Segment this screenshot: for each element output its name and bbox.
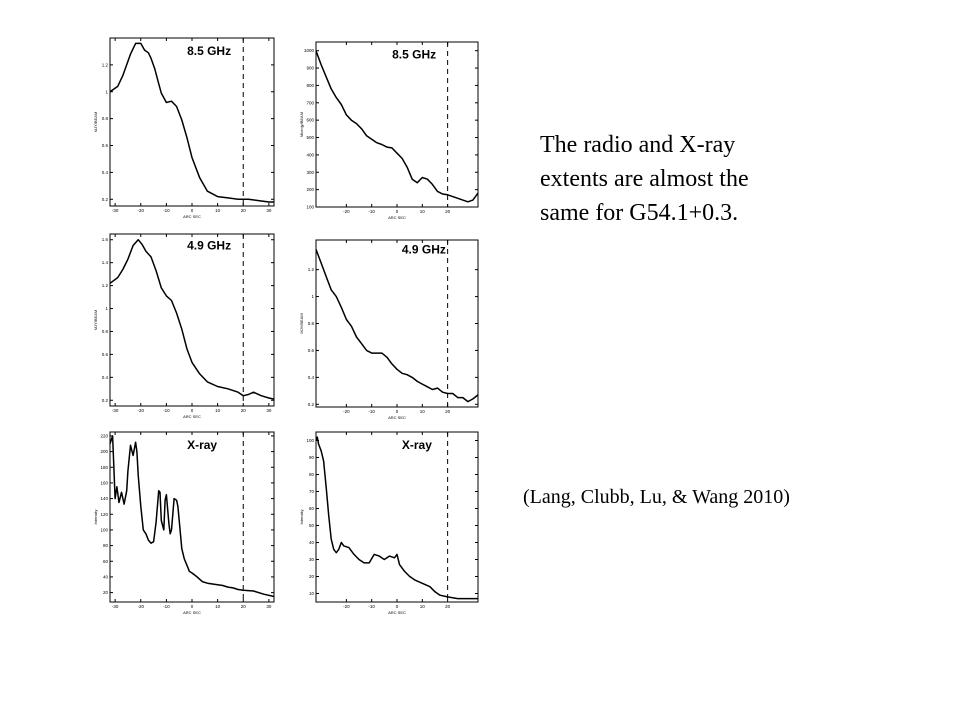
y-tick-label: 0.2 xyxy=(101,397,108,403)
x-tick-label: -20 xyxy=(343,604,350,609)
x-tick-label: -20 xyxy=(137,408,145,413)
plot-frame xyxy=(316,432,478,602)
note-text xyxy=(540,128,840,230)
x-tick-label: 10 xyxy=(215,604,221,609)
y-tick-label: 1.2 xyxy=(101,62,108,68)
panel-title: X-ray xyxy=(187,438,218,452)
y-tick-label: 0.8 xyxy=(307,321,314,326)
series-line xyxy=(316,249,478,401)
y-tick-label: 300 xyxy=(306,169,314,175)
x-tick-label: -20 xyxy=(343,409,350,414)
x-tick-label: 30 xyxy=(266,208,272,213)
y-tick-label: 20 xyxy=(308,574,314,579)
y-tick-label: 70 xyxy=(308,489,314,494)
citation: (Lang, Clubb, Lu, & Wang 2010) xyxy=(523,486,790,508)
y-tick-label: 0.2 xyxy=(101,196,108,202)
x-tick-label: 0 xyxy=(190,604,194,609)
y-tick-label: 200 xyxy=(100,449,108,455)
x-axis-label: ARC SEC xyxy=(183,414,201,419)
y-tick-label: 90 xyxy=(308,455,314,460)
y-axis-label: Intensity xyxy=(93,509,98,525)
x-tick-label: 0 xyxy=(395,409,399,414)
x-tick-label: -30 xyxy=(111,604,119,609)
plot-frame xyxy=(316,42,478,207)
x-tick-label: -10 xyxy=(368,209,375,214)
note-line-2: extents are almost the xyxy=(540,166,749,192)
y-tick-label: 900 xyxy=(306,65,314,71)
y-tick-label: 200 xyxy=(306,187,314,193)
x-tick-label: 0 xyxy=(395,604,399,609)
series-line xyxy=(316,437,478,598)
chart-panel-3 xyxy=(93,230,286,420)
x-tick-label: -10 xyxy=(368,409,375,414)
y-tick-label: 0.4 xyxy=(101,374,108,380)
y-tick-label: 100 xyxy=(100,527,108,533)
panel-title: 4.9 GHz xyxy=(187,238,232,253)
x-tick-label: 20 xyxy=(445,409,451,414)
series-line xyxy=(316,51,478,202)
x-tick-label: 0 xyxy=(395,209,399,214)
x-tick-label: -10 xyxy=(368,604,375,609)
series-line xyxy=(110,240,274,399)
y-tick-label: 60 xyxy=(102,558,108,564)
panel-title: X-ray xyxy=(401,438,432,452)
y-axis-label: MJY/BEAM xyxy=(299,313,304,334)
y-tick-label: 100 xyxy=(306,204,314,210)
y-tick-label: 140 xyxy=(100,496,108,502)
note-line-3: same for G54.1+0.3. xyxy=(540,200,739,226)
x-tick-label: 10 xyxy=(419,409,425,414)
y-tick-label: 20 xyxy=(102,590,108,596)
y-axis-label: Microjy/BEAM xyxy=(299,111,304,138)
plot-frame xyxy=(110,432,274,602)
x-tick-label: -30 xyxy=(111,208,119,213)
x-tick-label: -20 xyxy=(137,208,145,213)
x-tick-label: -10 xyxy=(163,408,170,413)
y-tick-label: 30 xyxy=(308,557,314,562)
x-tick-label: 20 xyxy=(445,209,451,214)
y-tick-label: 600 xyxy=(306,117,314,123)
x-axis-label: ARC SEC xyxy=(388,610,406,615)
panel-title: 4.9 GHz xyxy=(401,242,446,257)
y-tick-label: 180 xyxy=(100,464,108,470)
y-tick-label: 40 xyxy=(308,540,314,545)
chart-panel-1 xyxy=(93,32,286,222)
y-tick-label: 0.4 xyxy=(307,374,314,380)
x-tick-label: 20 xyxy=(240,408,246,413)
y-tick-label: 1 xyxy=(105,306,108,312)
y-tick-label: 0.6 xyxy=(307,347,314,353)
x-tick-label: 10 xyxy=(419,209,425,214)
y-tick-label: 1.2 xyxy=(101,283,108,289)
series-line xyxy=(110,436,274,597)
y-tick-label: 1.4 xyxy=(101,260,108,266)
y-tick-label: 40 xyxy=(102,574,108,580)
plot-frame xyxy=(316,240,478,407)
chart-panel-6 xyxy=(294,428,484,620)
y-axis-label: Intensity xyxy=(299,509,304,525)
x-axis-label: ARC SEC xyxy=(183,214,201,219)
panel-title: 8.5 GHz xyxy=(187,43,232,58)
x-tick-label: -10 xyxy=(163,208,170,213)
x-tick-label: 30 xyxy=(266,408,272,413)
y-tick-label: 0.8 xyxy=(101,116,108,122)
y-tick-label: 220 xyxy=(100,433,108,439)
y-tick-label: 800 xyxy=(306,82,314,88)
plot-frame xyxy=(110,234,274,406)
x-tick-label: 10 xyxy=(215,208,221,213)
x-axis-label: ARC SEC xyxy=(388,215,406,220)
y-axis-label: MJY/BEAM xyxy=(93,309,98,331)
y-tick-label: 120 xyxy=(100,511,108,517)
x-tick-label: 0 xyxy=(190,208,194,213)
y-tick-label: 1000 xyxy=(303,48,314,54)
x-tick-label: -20 xyxy=(137,604,145,609)
y-tick-label: 80 xyxy=(102,543,108,549)
y-axis-label: MJY/BEAM xyxy=(93,111,98,133)
y-tick-label: 60 xyxy=(308,506,314,511)
y-tick-label: 500 xyxy=(306,135,314,141)
x-axis-label: ARC SEC xyxy=(388,415,406,420)
y-tick-label: 80 xyxy=(308,472,314,477)
y-tick-label: 700 xyxy=(306,100,314,106)
y-tick-label: 0.2 xyxy=(307,401,314,407)
y-tick-label: 0.6 xyxy=(101,351,108,357)
note-line-1: The radio and X-ray xyxy=(540,132,736,158)
x-tick-label: 30 xyxy=(266,604,272,609)
x-tick-label: 0 xyxy=(190,408,194,413)
y-tick-label: 10 xyxy=(308,591,314,596)
x-tick-label: -10 xyxy=(163,604,170,609)
y-tick-label: 400 xyxy=(306,152,314,158)
x-tick-label: -20 xyxy=(343,209,350,214)
series-line xyxy=(110,43,274,202)
y-tick-label: 50 xyxy=(308,523,314,528)
x-tick-label: -30 xyxy=(111,408,119,413)
y-tick-label: 1 xyxy=(311,294,314,300)
x-axis-label: ARC SEC xyxy=(183,610,201,615)
chart-panel-4 xyxy=(294,230,484,420)
y-tick-label: 1 xyxy=(105,89,108,95)
x-tick-label: 20 xyxy=(445,604,451,609)
y-tick-label: 0.4 xyxy=(101,169,108,175)
y-tick-label: 0.8 xyxy=(101,328,108,334)
y-tick-label: 1.6 xyxy=(101,237,108,243)
chart-panel-2 xyxy=(294,32,484,222)
y-tick-label: 1.2 xyxy=(307,267,314,273)
chart-panel-5 xyxy=(93,428,286,620)
panel-title: 8.5 GHz xyxy=(392,47,437,62)
x-tick-label: 20 xyxy=(240,604,246,609)
x-tick-label: 10 xyxy=(215,408,221,413)
plot-frame xyxy=(110,38,274,206)
x-tick-label: 20 xyxy=(240,208,246,213)
y-tick-label: 0.6 xyxy=(101,143,108,149)
x-tick-label: 10 xyxy=(419,604,425,609)
y-tick-label: 160 xyxy=(100,480,108,486)
y-tick-label: 100 xyxy=(306,438,314,443)
